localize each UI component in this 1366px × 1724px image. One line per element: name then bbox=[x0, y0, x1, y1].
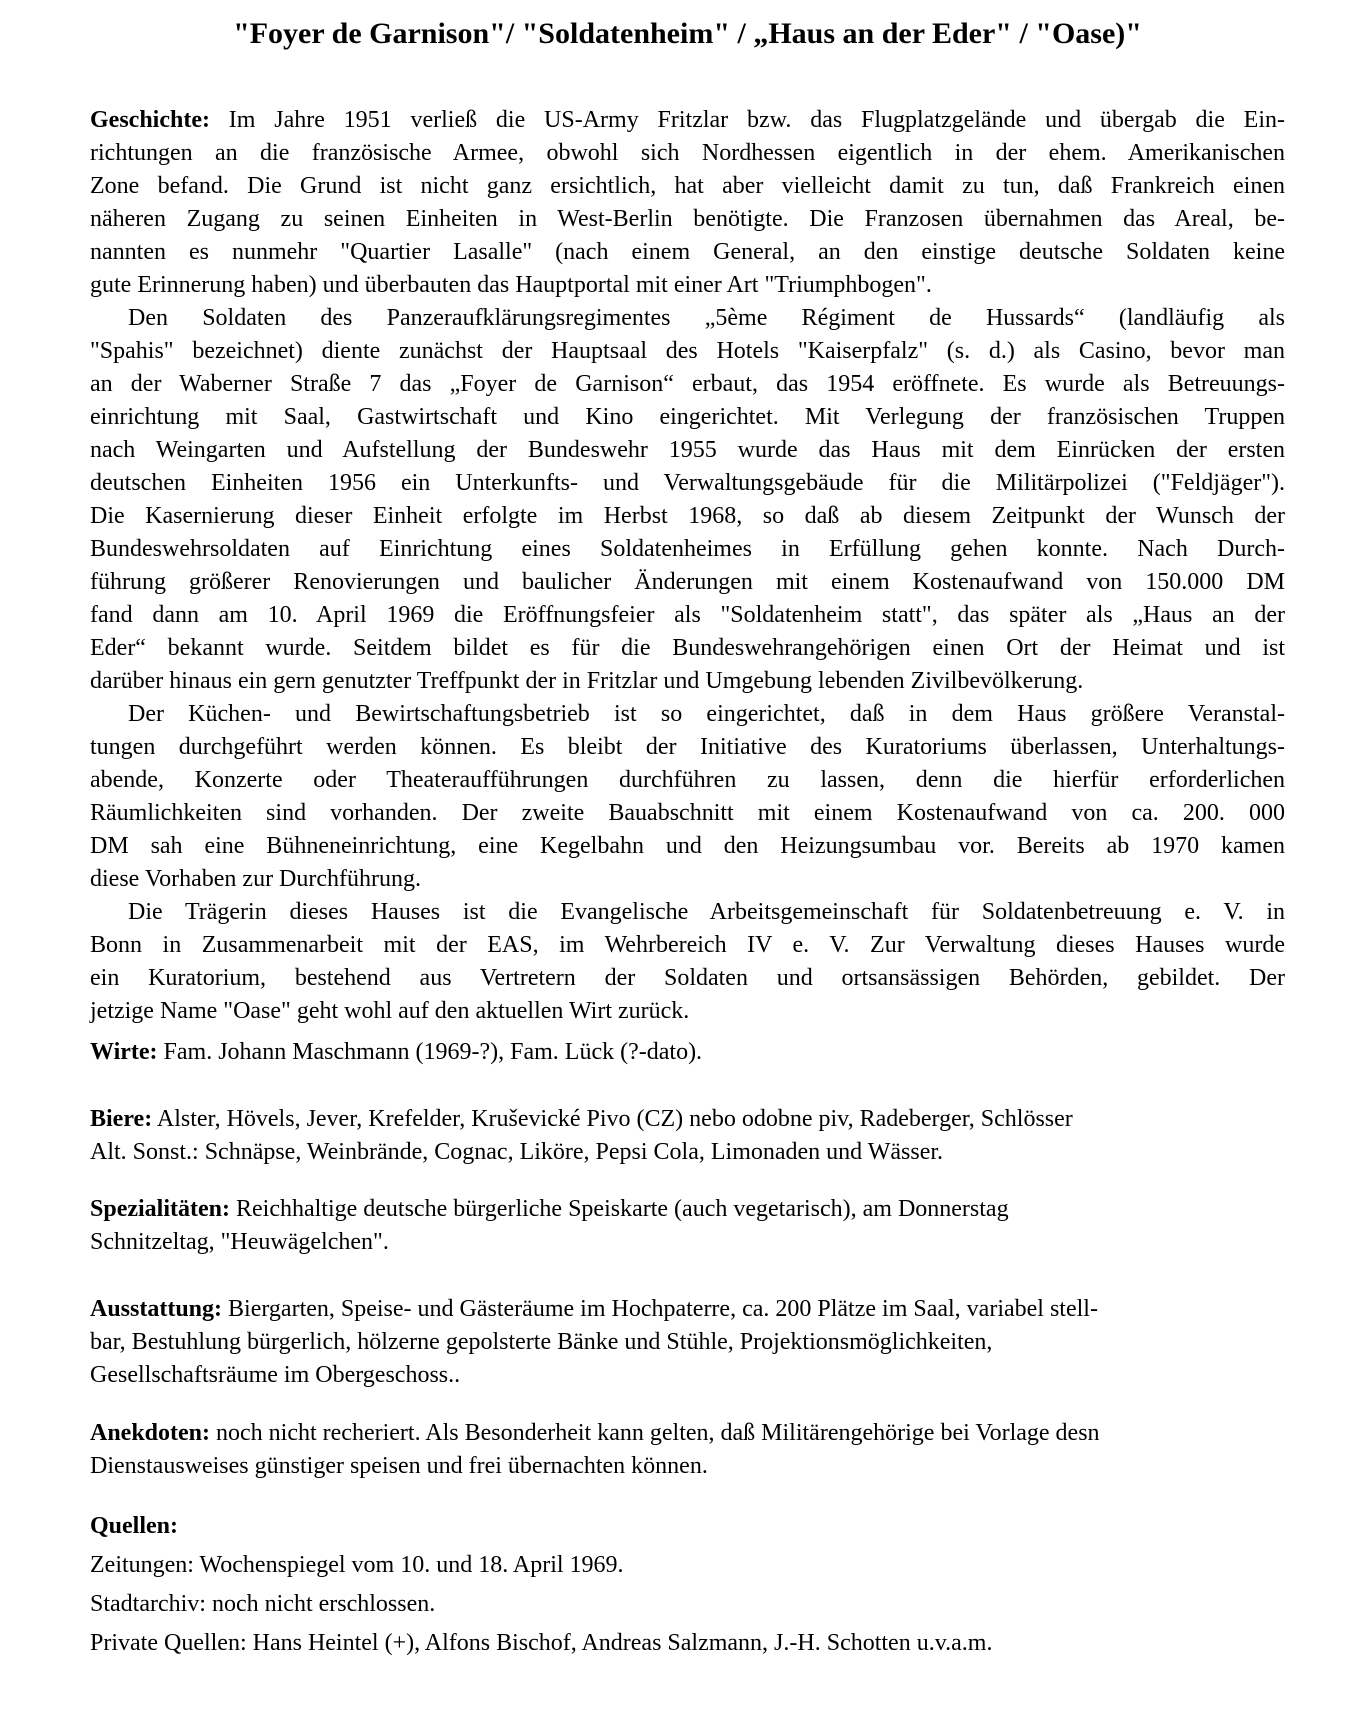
text-line: Private Quellen: Hans Heintel (+), Alfons Bischof, Andreas Salzmann, J.-H. Schotten u.v.a.m. bbox=[90, 1630, 993, 1656]
section-ausstattung bbox=[90, 1293, 1285, 1392]
text-line: bar, Bestuhlung bürgerlich, hölzerne gepolsterte Bänke und Stühle, Projektionsmöglichkeiten, bbox=[90, 1329, 993, 1355]
text-line: Alt. Sonst.: Schnäpse, Weinbrände, Cognac, Liköre, Pepsi Cola, Limonaden und Wässer. bbox=[90, 1139, 944, 1165]
text-line: "Spahis" bezeichnet) diente zunächst der Hauptsaal des Hotels "Kaiserpfalz" (s. d.) als Casino, bevor man bbox=[90, 338, 1285, 364]
text-line: ein Kuratorium, bestehend aus Vertretern der Soldaten und ortsansässigen Behörden, gebildet. Der bbox=[90, 965, 1285, 991]
text-line: DM sah eine Bühneneinrichtung, eine Kegelbahn und den Heizungsumbau vor. Bereits ab 1970 kamen bbox=[90, 833, 1285, 859]
quellen-heading: Quellen: bbox=[90, 1513, 178, 1539]
text-line: Geschichte: Im Jahre 1951 verließ die US-Army Fritzlar bzw. das Flugplatzgelände und übergab die Ein- bbox=[90, 107, 1285, 133]
text-line: Zone befand. Die Grund ist nicht ganz ersichtlich, hat aber vielleicht damit zu tun, daß Frankreich einen bbox=[90, 173, 1285, 199]
wirte-label: Wirte: bbox=[90, 1039, 158, 1065]
text-line: Ausstattung: Biergarten, Speise- und Gästeräume im Hochpaterre, ca. 200 Plätze im Saal, variabel stell- bbox=[90, 1296, 1098, 1322]
text-line: deutschen Einheiten 1956 ein Unterkunfts- und Verwaltungsgebäude für die Militärpolizei ("Feldjäger"). bbox=[90, 470, 1285, 496]
text-line: darüber hinaus ein gern genutzter Treffpunkt der in Fritzlar und Umgebung lebenden Zivilbevölkerung. bbox=[90, 668, 1084, 694]
text-line: nach Weingarten und Aufstellung der Bundeswehr 1955 wurde das Haus mit dem Einrücken der ersten bbox=[90, 437, 1285, 463]
text-line: Schnitzeltag, "Heuwägelchen". bbox=[90, 1229, 389, 1255]
biere-label: Biere: bbox=[90, 1106, 153, 1132]
text-line: Dienstausweises günstiger speisen und frei übernachten können. bbox=[90, 1453, 708, 1479]
ausstattung-label: Ausstattung: bbox=[90, 1296, 223, 1322]
text-line: Der Küchen- und Bewirtschaftungsbetrieb ist so eingerichtet, daß in dem Haus größere Veranstal- bbox=[128, 701, 1285, 727]
text-line: richtungen an die französische Armee, obwohl sich Nordhessen eigentlich in der ehem. Amerikanischen bbox=[90, 140, 1285, 166]
text-line: Stadtarchiv: noch nicht erschlossen. bbox=[90, 1591, 436, 1617]
text-line: Zeitungen: Wochenspiegel vom 10. und 18. April 1969. bbox=[90, 1552, 624, 1578]
text-line: abende, Konzerte oder Theateraufführungen durchführen zu lassen, denn die hierfür erforderlichen bbox=[90, 767, 1285, 793]
text-line: Die Kasernierung dieser Einheit erfolgte im Herbst 1968, so daß ab diesem Zeitpunkt der Wunsch der bbox=[90, 503, 1285, 529]
section-biere bbox=[90, 1103, 1285, 1169]
section-anekdoten bbox=[90, 1417, 1285, 1483]
text-line: Die Trägerin dieses Hauses ist die Evangelische Arbeitsgemeinschaft für Soldatenbetreuung e. V. in bbox=[128, 899, 1285, 925]
text-line: Bonn in Zusammenarbeit mit der EAS, im Wehrbereich IV e. V. Zur Verwaltung dieses Hauses wurde bbox=[90, 932, 1285, 958]
text-line: nannten es nunmehr "Quartier Lasalle" (nach einem General, an den einstige deutsche Soldaten keine bbox=[90, 239, 1285, 265]
text-line: fand dann am 10. April 1969 die Eröffnungsfeier als "Soldatenheim statt", das später als „Haus an der bbox=[90, 602, 1285, 628]
text-line: Den Soldaten des Panzeraufklärungsregimentes „5ème Régiment de Hussards“ (landläufig als bbox=[128, 305, 1285, 331]
section-spezialitaeten bbox=[90, 1193, 1285, 1259]
text-line: Eder“ bekannt wurde. Seitdem bildet es für die Bundeswehrangehörigen einen Ort der Heimat und ist bbox=[90, 635, 1285, 661]
text-line: Biere: Alster, Hövels, Jever, Krefelder, Kruševické Pivo (CZ) nebo odobne piv, Radeberger, Schlösser bbox=[90, 1106, 1073, 1132]
text-line: einrichtung mit Saal, Gastwirtschaft und Kino eingerichtet. Mit Verlegung der französischen Truppen bbox=[90, 404, 1285, 430]
text-line: diese Vorhaben zur Durchführung. bbox=[90, 866, 422, 892]
text-line: Spezialitäten: Reichhaltige deutsche bürgerliche Speiskarte (auch vegetarisch), am Donnerstag bbox=[90, 1196, 1009, 1222]
text-line: Anekdoten: noch nicht recheriert. Als Besonderheit kann gelten, daß Militärengehörige bei Vorlage desn bbox=[90, 1420, 1100, 1446]
text-line: Räumlichkeiten sind vorhanden. Der zweite Bauabschnitt mit einem Kostenaufwand von ca. 200. 000 bbox=[90, 800, 1285, 826]
section-wirte bbox=[90, 1036, 1285, 1069]
anekdoten-label: Anekdoten: bbox=[90, 1420, 211, 1446]
spezialitaeten-label: Spezialitäten: bbox=[90, 1196, 230, 1222]
text-line: Bundeswehrsoldaten auf Einrichtung eines Soldatenheimes in Erfüllung gehen konnte. Nach Durch- bbox=[90, 536, 1285, 562]
text-line: jetzige Name "Oase" geht wohl auf den aktuellen Wirt zurück. bbox=[90, 998, 690, 1024]
geschichte-label: Geschichte: bbox=[90, 107, 210, 133]
document-body bbox=[90, 104, 1285, 1660]
text-line: an der Waberner Straße 7 das „Foyer de Garnison“ erbaut, das 1954 eröffnete. Es wurde als Betreuungs- bbox=[90, 371, 1285, 397]
section-quellen bbox=[90, 1510, 1285, 1660]
text-line: näheren Zugang zu seinen Einheiten in West-Berlin benötigte. Die Franzosen übernahmen das Areal, be- bbox=[90, 206, 1285, 232]
text-line: führung größerer Renovierungen und baulicher Änderungen mit einem Kostenaufwand von 150.000 DM bbox=[90, 569, 1285, 595]
page-title: "Foyer de Garnison"/ "Soldatenheim" / „Haus an der Eder" / "Oase)" bbox=[233, 17, 1142, 50]
text-line: Gesellschaftsräume im Obergeschoss.. bbox=[90, 1362, 461, 1388]
text-line: gute Erinnerung haben) und überbauten das Hauptportal mit einer Art "Triumphbogen". bbox=[90, 272, 932, 298]
text-line: Wirte: Fam. Johann Maschmann (1969-?), Fam. Lück (?-dato). bbox=[90, 1039, 703, 1065]
section-geschichte bbox=[90, 104, 1285, 1028]
text-line: tungen durchgeführt werden können. Es bleibt der Initiative des Kuratoriums überlassen, Unterhaltungs- bbox=[90, 734, 1285, 760]
